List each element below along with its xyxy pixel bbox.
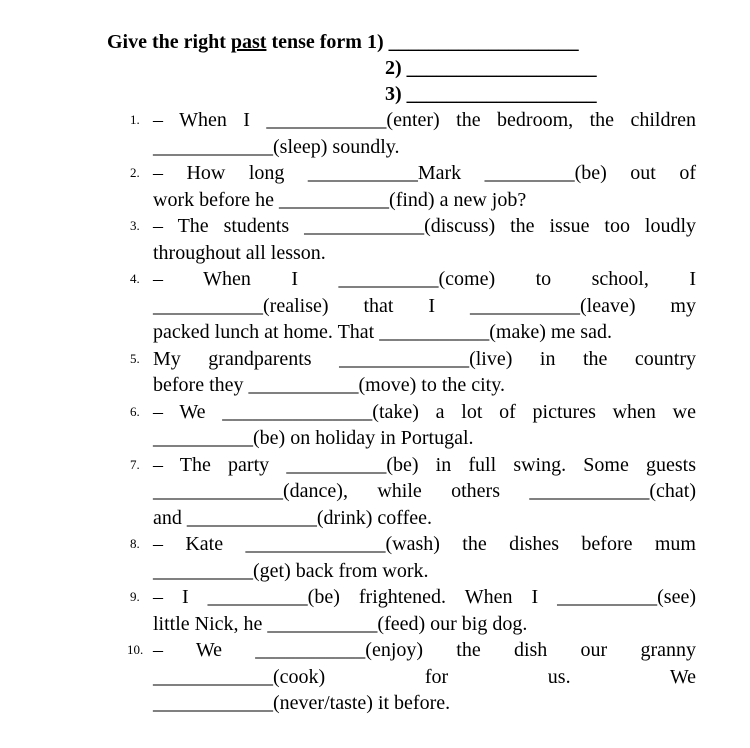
item-line: – The students ____________(discuss) the issue too loudly — [153, 215, 696, 237]
exercise-item-6 — [127, 399, 696, 452]
exercise-item-1 — [127, 107, 696, 160]
item-line: _____________(dance), while others ____________(chat) — [153, 480, 696, 502]
item-line: __________(get) back from work. — [153, 559, 429, 582]
title-underlined-word: past — [230, 31, 267, 53]
item-number: 7. — [130, 456, 140, 472]
item-line: – We ___________(enjoy) the dish our granny — [153, 639, 696, 661]
item-number: 9. — [130, 589, 140, 604]
title-prefix: Give the right — [107, 31, 231, 53]
item-line: and _____________(drink) coffee. — [153, 506, 433, 529]
exercise-item-10 — [127, 637, 696, 717]
item-number: 8. — [130, 536, 140, 551]
title-suffix: tense form 1) ___________________ — [266, 31, 579, 53]
exercise-item-7 — [127, 452, 696, 532]
exercise-item-4 — [127, 266, 696, 346]
exercise-item-9 — [127, 584, 696, 637]
exercise-item-3 — [127, 213, 696, 266]
item-number: 5. — [130, 350, 140, 366]
exercise-list — [127, 107, 696, 717]
item-line: ____________(cook) for us. We — [153, 665, 696, 688]
exercise-item-5 — [127, 346, 696, 399]
item-line: – When I __________(come) to school, I — [153, 268, 696, 290]
worksheet-title — [107, 29, 579, 55]
item-number: 3. — [130, 218, 140, 233]
item-line: ___________(realise) that I ___________(leave) my — [153, 294, 696, 317]
item-line: little Nick, he ___________(feed) our big dog. — [153, 612, 528, 635]
exercise-item-2 — [127, 160, 696, 213]
item-line: packed lunch at home. That ___________(make) me sad. — [153, 321, 612, 343]
item-line: – The party __________(be) in full swing. Some guests — [153, 453, 696, 476]
item-line: work before he ___________(find) a new job? — [153, 188, 527, 211]
item-number: 1. — [130, 112, 140, 127]
item-number: 6. — [130, 403, 140, 419]
item-number: 10. — [127, 642, 144, 657]
item-line: – How long ___________Mark _________(be) out of — [153, 162, 696, 184]
item-number: 4. — [130, 271, 140, 286]
title-blank-3: 3) ___________________ — [385, 83, 597, 105]
exercise-item-8 — [127, 531, 696, 584]
item-line: ____________(sleep) soundly. — [153, 135, 400, 158]
item-line: – Kate ______________(wash) the dishes before mum — [153, 533, 696, 555]
item-line: My grandparents _____________(live) in the country — [153, 347, 696, 370]
item-line: – We _______________(take) a lot of pictures when we — [153, 400, 696, 423]
item-line: – When I ____________(enter) the bedroom, the children — [153, 109, 696, 131]
item-line: __________(be) on holiday in Portugal. — [153, 427, 474, 449]
item-line: throughout all lesson. — [153, 241, 326, 264]
item-line: before they ___________(move) to the city. — [153, 374, 505, 396]
title-blank-2: 2) ___________________ — [385, 57, 597, 79]
item-number: 2. — [130, 165, 140, 180]
item-line: ____________(never/taste) it before. — [153, 692, 451, 714]
item-line: – I __________(be) frightened. When I __________(see) — [153, 586, 696, 608]
